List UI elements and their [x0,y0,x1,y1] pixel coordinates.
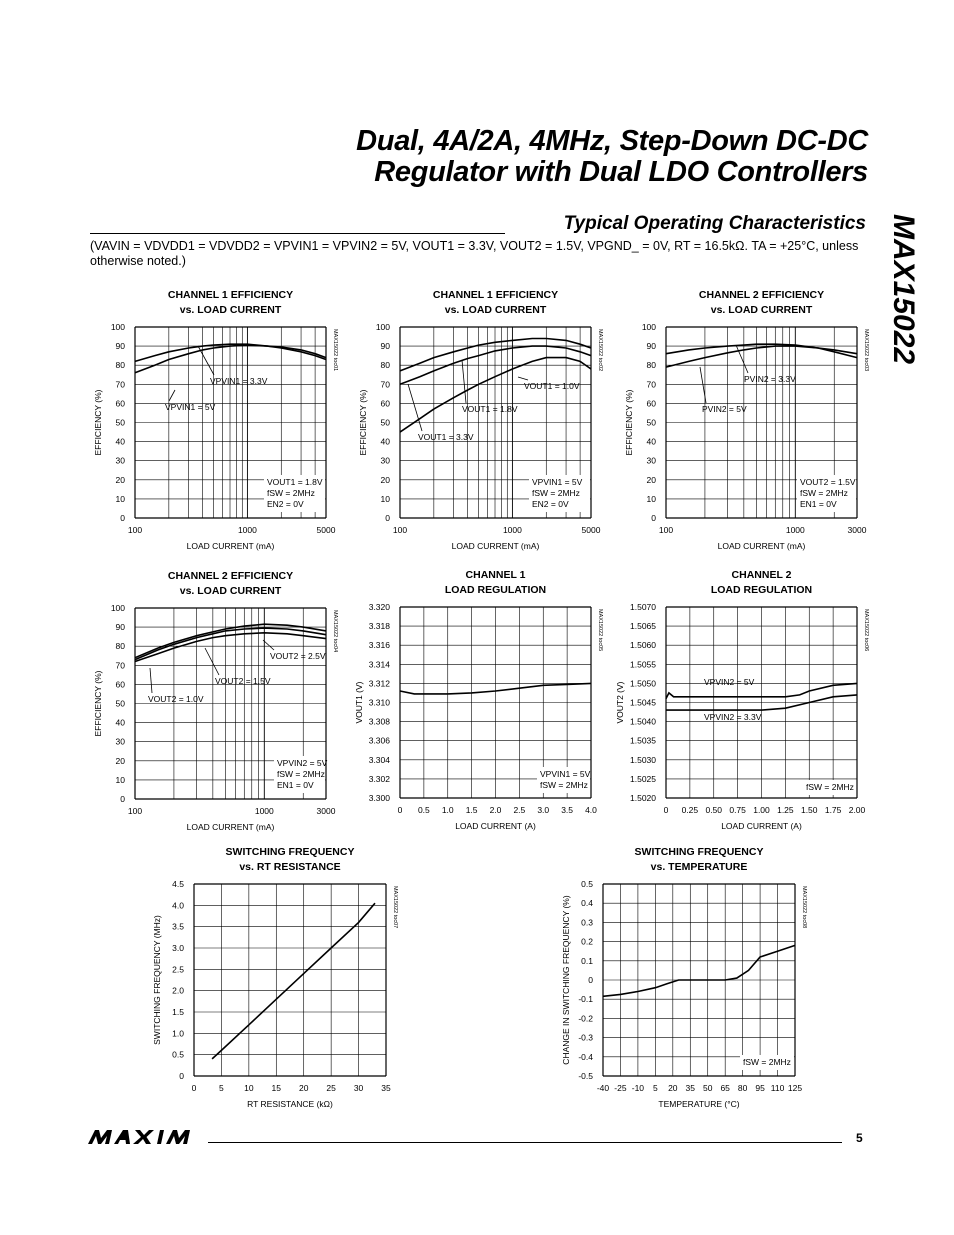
y-tick-label: 3.310 [368,697,390,708]
series-label: VPVIN1 = 5V [165,402,216,412]
x-tick-label: 100 [392,525,408,535]
y-tick-label: 3.314 [368,659,390,670]
x-tick-label: 35 [685,1083,696,1093]
y-tick-label: 50 [115,698,125,709]
x-tick-label: 5 [652,1083,658,1093]
series-line [135,345,326,373]
chart-title-line2: vs. TEMPERATURE [650,861,748,873]
condition-label: EN1 = 0V [800,499,837,509]
section-title: Typical Operating Characteristics [563,213,866,234]
y-tick-label: 3.316 [368,640,390,651]
y-tick-label: 0 [588,975,593,985]
y-axis-label: EFFICIENCY (%) [624,389,634,456]
series-label: VOUT1 = 3.3V [418,432,474,442]
y-tick-label: 0.5 [581,879,593,889]
x-tick-label: 95 [755,1083,765,1093]
y-tick-label: 1.5050 [630,678,656,689]
series-line [400,339,591,371]
condition-label: fSW = 2MHz [267,488,315,498]
x-tick-label: 15 [271,1083,282,1093]
x-tick-label: 100 [127,525,143,535]
chart-2 [358,289,603,551]
x-tick-label: 30 [353,1083,364,1093]
footer-rule [208,1142,842,1143]
x-tick-label: 110 [770,1083,785,1093]
y-axis-label: EFFICIENCY (%) [93,670,103,737]
chart-title-line1: SWITCHING FREQUENCY [634,846,764,858]
y-tick-label: 10 [380,493,390,504]
series-line [400,358,591,433]
y-tick-label: 90 [115,341,125,352]
condition-label: VOUT1 = 1.8V [267,477,323,487]
y-tick-label: 70 [380,379,390,390]
y-axis-label: VOUT2 (V) [615,681,625,724]
toc-code: MAX15022 toc02 [597,329,603,372]
x-tick-label: 100 [658,525,674,535]
x-axis-label: TEMPERATURE (°C) [658,1099,740,1109]
y-tick-label: 20 [380,474,390,485]
y-tick-label: 90 [646,341,656,352]
chart-title-line1: SWITCHING FREQUENCY [225,846,355,858]
condition-label: fSW = 2MHz [277,769,325,779]
y-tick-label: 1.5025 [630,773,656,784]
y-tick-label: 3.302 [368,773,390,784]
x-tick-label: -10 [631,1083,645,1093]
x-tick-label: 5 [219,1083,224,1093]
y-tick-label: 60 [646,398,656,409]
x-tick-label: 50 [702,1083,713,1093]
y-tick-label: 0 [120,794,125,804]
chart-4 [93,570,338,832]
toc-code: MAX15022 toc07 [392,886,398,929]
page-title-line2: Regulator with Dual LDO Controllers [374,156,868,188]
y-tick-label: 0 [651,513,656,523]
x-axis-label: RT RESISTANCE (kΩ) [247,1099,333,1109]
y-tick-label: 3.5 [172,921,184,932]
x-tick-label: 0 [397,805,403,815]
y-tick-label: 60 [115,398,125,409]
y-tick-label: 60 [115,679,125,690]
toc-code: MAX15022 toc01 [332,329,338,372]
y-tick-label: -0.5 [578,1071,593,1081]
series-label: VPVIN1 = 3.3V [210,376,268,386]
y-tick-label: 60 [380,398,390,409]
condition-label: fSW = 2MHz [806,782,854,792]
y-tick-label: 3.318 [368,621,390,632]
y-tick-label: 1.5060 [630,640,656,651]
y-tick-label: 3.308 [368,716,390,727]
chart-title-line1: CHANNEL 1 [465,569,526,581]
series-label: VPVIN2 = 3.3V [704,712,762,722]
x-tick-label: 2.00 [848,805,866,815]
y-axis-label: SWITCHING FREQUENCY (MHz) [152,915,162,1045]
y-tick-label: 70 [646,379,656,390]
series-label-leader [518,377,528,380]
x-axis-label: LOAD CURRENT (mA) [186,541,275,551]
y-tick-label: 2.0 [172,985,184,996]
y-tick-label: 40 [115,717,125,728]
chart-title-line2: vs. LOAD CURRENT [179,585,282,597]
toc-code: MAX15022 toc05 [597,609,603,652]
x-tick-label: 1000 [785,525,805,535]
x-tick-label: 0.5 [417,805,430,815]
y-tick-label: 10 [646,493,656,504]
y-tick-label: 0.5 [172,1049,184,1060]
y-tick-label: 50 [380,417,390,428]
y-tick-label: 30 [115,736,125,747]
chart-title-line2: vs. LOAD CURRENT [444,304,547,316]
toc-code: MAX15022 toc03 [863,329,869,372]
chart-1 [93,289,338,551]
x-tick-label: 25 [326,1083,336,1093]
condition-label: VPVIN1 = 5V [532,477,583,487]
x-tick-label: 80 [737,1083,748,1093]
series-label-leader [169,390,175,401]
y-tick-label: 0.2 [581,936,593,947]
y-tick-label: 1.5030 [630,754,656,765]
y-tick-label: 100 [110,322,125,332]
y-tick-label: 1.5 [172,1007,184,1017]
y-tick-label: 40 [115,436,125,447]
series-label: VPVIN2 = 5V [704,677,755,687]
x-tick-label: 5000 [581,525,601,535]
chart-title-line2: vs. LOAD CURRENT [179,304,282,316]
y-tick-label: 1.5040 [630,716,656,727]
x-tick-label: -25 [614,1083,627,1093]
condition-label: VOUT2 = 1.5V [800,477,856,487]
y-tick-label: 3.0 [172,943,184,953]
x-tick-label: 5000 [316,525,336,535]
y-tick-label: 80 [380,360,390,371]
y-tick-label: -0.3 [578,1032,593,1043]
x-axis-label: LOAD CURRENT (mA) [451,541,540,551]
x-tick-label: 3.0 [537,805,550,815]
x-tick-label: 3000 [316,806,336,816]
y-tick-label: -0.4 [578,1051,593,1062]
chart-title-line1: CHANNEL 2 EFFICIENCY [698,289,825,301]
x-tick-label: 1000 [237,525,257,535]
y-tick-label: 50 [646,417,656,428]
y-tick-label: 0 [120,513,125,523]
conditions-text: (VAVIN = VDVDD1 = VDVDD2 = VPVIN1 = VPVIN2 = 5V, VOUT1 = 3.3V, VOUT2 = 1.5V, VPGND_ = 0V, RT = 16.5kΩ. TA = +25°C, unless otherwise noted.) [90,239,859,268]
y-tick-label: 80 [646,360,656,371]
x-tick-label: 0 [191,1083,197,1093]
x-tick-label: 125 [787,1083,803,1093]
series-label: VOUT2 = 2.5V [270,651,326,661]
y-tick-label: 1.5035 [630,735,656,746]
chart-8 [561,846,807,1109]
y-tick-label: 90 [380,341,390,352]
y-tick-label: 20 [646,474,656,485]
x-tick-label: 35 [381,1083,391,1093]
series-label: VOUT2 = 1.5V [215,676,271,686]
condition-label: VPVIN2 = 5V [277,758,328,768]
y-tick-label: 2.5 [172,964,184,975]
x-tick-label: 0.25 [681,805,699,815]
y-axis-label: EFFICIENCY (%) [358,389,368,456]
y-tick-label: -0.1 [578,994,593,1005]
condition-label: fSW = 2MHz [532,488,580,498]
x-tick-label: 3.5 [561,805,574,815]
y-tick-label: 20 [115,755,125,766]
chart-title-line1: CHANNEL 2 [731,569,792,581]
x-tick-label: 65 [720,1083,730,1093]
x-tick-label: 0.75 [729,805,746,815]
y-tick-label: 80 [115,360,125,371]
y-axis-label: EFFICIENCY (%) [93,389,103,456]
y-tick-label: 90 [115,622,125,633]
y-tick-label: 0.4 [581,898,593,909]
y-tick-label: 4.0 [172,900,184,911]
chart-title-line2: LOAD REGULATION [710,584,813,596]
series-label-leader [462,360,466,403]
condition-label: fSW = 2MHz [540,780,588,790]
condition-label: VPVIN1 = 5V [540,769,591,779]
y-tick-label: 3.304 [368,754,390,765]
page-title-line1: Dual, 4A/2A, 4MHz, Step-Down DC-DC [356,125,868,157]
x-tick-label: 1000 [502,525,522,535]
toc-code: MAX15022 toc08 [801,886,807,929]
toc-code: MAX15022 toc06 [863,609,869,652]
y-tick-label: 70 [115,379,125,390]
x-axis-label: LOAD CURRENT (mA) [717,541,806,551]
chart-5 [354,569,603,831]
y-tick-label: 0 [385,513,390,523]
y-tick-label: 3.306 [368,735,390,746]
y-tick-label: 10 [115,774,125,785]
x-tick-label: 1.25 [777,805,794,815]
chart-6 [615,569,869,831]
part-number: MAX15022 [887,214,920,365]
x-tick-label: 2.5 [513,805,526,815]
x-tick-label: 1.5 [465,805,478,815]
condition-label: EN2 = 0V [532,499,569,509]
x-axis-label: LOAD CURRENT (mA) [186,822,275,832]
series-label: PVIN2 = 3.3V [744,374,796,384]
x-tick-label: 100 [127,806,143,816]
series-label-leader [205,648,219,675]
x-tick-label: 0 [663,805,669,815]
chart-title-line1: CHANNEL 1 EFFICIENCY [432,289,559,301]
y-tick-label: 3.320 [368,602,390,612]
condition-label: EN1 = 0V [277,780,314,790]
x-tick-label: 4.0 [585,805,597,815]
x-tick-label: 1000 [254,806,274,816]
chart-title-line2: LOAD REGULATION [444,584,547,596]
x-tick-label: 1.0 [441,805,454,815]
y-axis-label: VOUT1 (V) [354,681,364,724]
x-axis-label: LOAD CURRENT (A) [455,821,536,831]
y-tick-label: 80 [115,641,125,652]
y-tick-label: 4.5 [172,879,184,889]
y-tick-label: 40 [380,436,390,447]
condition-label: fSW = 2MHz [800,488,848,498]
chart-title-line1: CHANNEL 2 EFFICIENCY [167,570,294,582]
y-tick-label: 0.3 [581,917,593,928]
chart-3 [624,289,869,551]
chart-title-line2: vs. RT RESISTANCE [239,861,341,873]
y-tick-label: 50 [115,417,125,428]
series-line [603,945,795,996]
y-tick-label: 30 [115,455,125,466]
y-axis-label: CHANGE IN SWITCHING FREQUENCY (%) [561,895,571,1065]
series-label: VOUT1 = 1.0V [524,381,580,391]
y-tick-label: 1.5065 [630,621,656,632]
y-tick-label: 40 [646,436,656,447]
y-tick-label: 100 [641,322,656,332]
y-tick-label: -0.2 [578,1013,593,1024]
y-tick-label: 1.5070 [630,602,656,612]
y-tick-label: 100 [375,322,390,332]
x-tick-label: 1.50 [800,805,818,815]
chart-7 [152,846,398,1109]
y-tick-label: 70 [115,660,125,671]
x-axis-label: LOAD CURRENT (A) [721,821,802,831]
toc-code: MAX15022 toc04 [332,610,338,653]
y-tick-label: 20 [115,474,125,485]
page-number: 5 [856,1131,863,1145]
x-tick-label: 20 [298,1083,309,1093]
y-tick-label: 3.312 [368,678,390,689]
y-tick-label: 3.300 [368,793,390,803]
x-tick-label: 2.0 [489,805,502,815]
x-tick-label: 20 [668,1083,678,1093]
maxim-logo [88,1129,200,1150]
series-label-leader [408,384,422,431]
y-tick-label: 0 [179,1071,184,1081]
x-tick-label: 10 [244,1083,254,1093]
chart-title-line1: CHANNEL 1 EFFICIENCY [167,289,294,301]
y-tick-label: 0.1 [581,955,593,966]
x-tick-label: 1.75 [824,805,842,815]
y-tick-label: 30 [646,455,656,466]
y-tick-label: 1.5045 [630,697,656,708]
condition-label: EN2 = 0V [267,499,304,509]
x-tick-label: -40 [596,1083,610,1093]
y-tick-label: 100 [110,603,125,613]
y-tick-label: 1.0 [172,1028,184,1039]
y-tick-label: 1.5055 [630,659,656,670]
series-label: VOUT2 = 1.0V [148,694,204,704]
y-tick-label: 10 [115,493,125,504]
x-tick-label: 0.50 [705,805,723,815]
y-tick-label: 30 [380,455,390,466]
series-label-leader [150,668,152,693]
series-label: VOUT1 = 1.8V [462,404,518,414]
chart-title-line2: vs. LOAD CURRENT [710,304,813,316]
condition-label: fSW = 2MHz [743,1057,791,1067]
x-tick-label: 1.00 [753,805,770,815]
series-label: PVIN2 = 5V [702,404,747,414]
y-tick-label: 1.5020 [630,793,656,803]
x-tick-label: 3000 [847,525,867,535]
